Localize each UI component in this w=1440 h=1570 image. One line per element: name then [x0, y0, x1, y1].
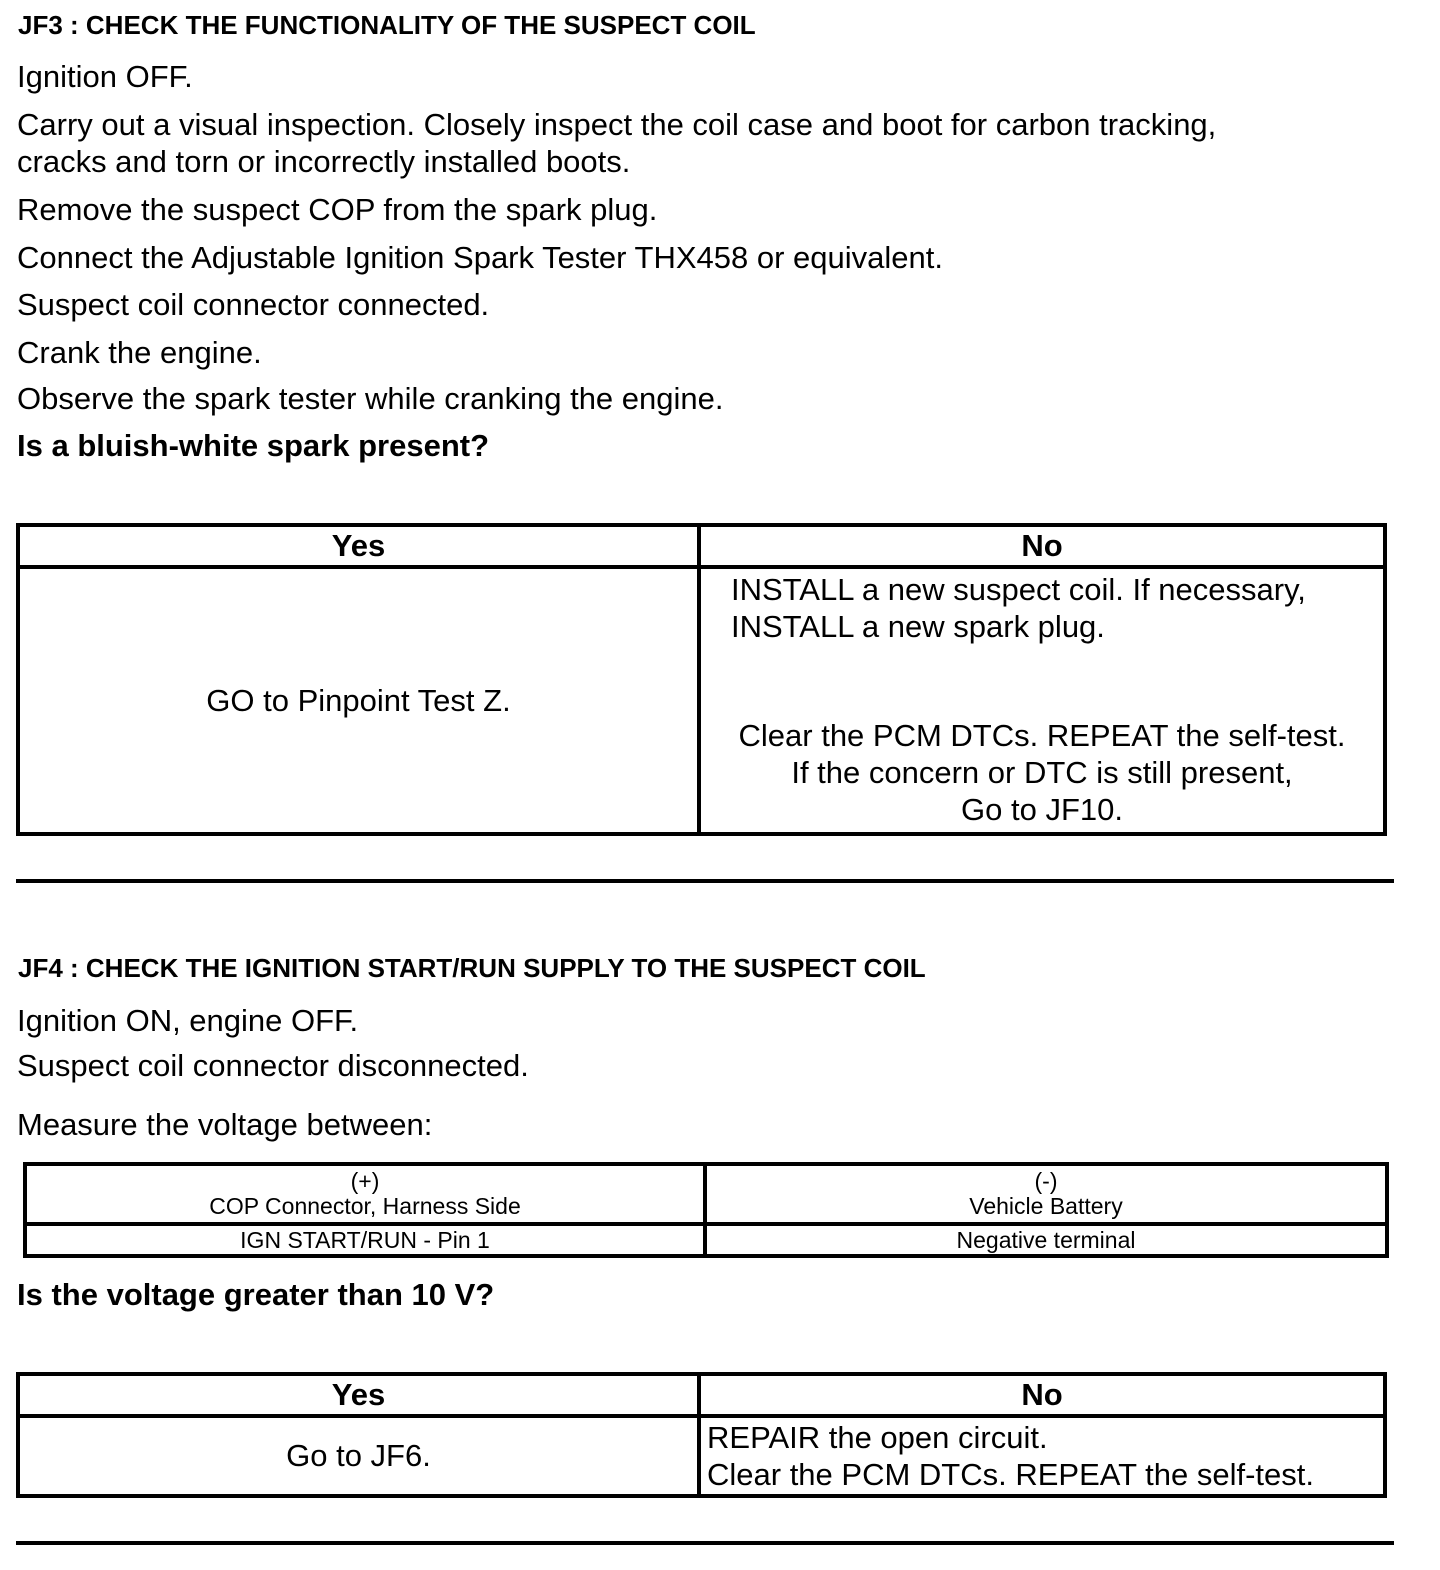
jf4-decision-table [16, 1372, 1387, 1498]
jf4-step-3: Measure the voltage between: [17, 1107, 433, 1142]
jf3-step-7: Observe the spark tester while cranking the engine. [17, 381, 724, 416]
jf4-neg-header [705, 1164, 1387, 1224]
jf3-step-5: Suspect coil connector connected. [17, 287, 490, 322]
jf3-no-line-2: INSTALL a new spark plug. [731, 609, 1105, 644]
jf4-pos-label: COP Connector, Harness Side [209, 1193, 521, 1219]
jf3-no-header: No [699, 525, 1385, 567]
jf3-no-line-5: Go to JF10. [961, 792, 1123, 827]
jf3-step-2a: Carry out a visual inspection. Closely inspect the coil case and boot for carbon tracking, [17, 107, 1217, 142]
jf4-no-header: No [699, 1374, 1385, 1416]
jf3-yes-text: GO to Pinpoint Test Z. [206, 682, 511, 718]
jf4-yes-text: Go to JF6. [286, 1438, 431, 1473]
jf4-no-line-2: Clear the PCM DTCs. REPEAT the self-test. [707, 1457, 1314, 1492]
jf4-yes-header: Yes [18, 1374, 699, 1416]
jf3-step-4: Connect the Adjustable Ignition Spark Tester THX458 or equivalent. [17, 240, 943, 275]
jf4-step-1: Ignition ON, engine OFF. [17, 1003, 359, 1038]
section-divider-1 [16, 879, 1394, 883]
jf4-pos-header [25, 1164, 705, 1224]
jf3-heading: JF3 : CHECK THE FUNCTIONALITY OF THE SUSPECT COIL [18, 10, 756, 40]
jf3-no-cell [699, 567, 1385, 834]
jf3-no-line-1: INSTALL a new suspect coil. If necessary, [731, 572, 1306, 607]
jf3-no-line-3: Clear the PCM DTCs. REPEAT the self-test. [738, 718, 1346, 753]
jf3-step-2b: cracks and torn or incorrectly installed boots. [17, 144, 631, 179]
jf4-neg-label: Vehicle Battery [969, 1193, 1123, 1219]
jf4-pos-symbol: (+) [350, 1168, 380, 1194]
jf3-question: Is a bluish-white spark present? [17, 428, 490, 463]
jf4-measurement-table [23, 1162, 1389, 1258]
jf4-no-cell [699, 1416, 1385, 1496]
jf4-yes-cell [18, 1416, 699, 1496]
jf4-no-line-1: REPAIR the open circuit. [707, 1420, 1048, 1455]
jf4-step-2: Suspect coil connector disconnected. [17, 1048, 529, 1083]
jf3-step-6: Crank the engine. [17, 335, 262, 370]
jf3-no-line-4: If the concern or DTC is still present, [791, 755, 1293, 790]
jf3-step-1: Ignition OFF. [17, 59, 193, 94]
jf3-yes-cell [18, 567, 699, 834]
jf3-yes-header: Yes [18, 525, 699, 567]
jf3-step-3: Remove the suspect COP from the spark plug. [17, 192, 658, 227]
section-divider-2 [16, 1541, 1394, 1545]
jf4-pos-value: IGN START/RUN - Pin 1 [25, 1224, 705, 1256]
jf4-question: Is the voltage greater than 10 V? [17, 1277, 495, 1312]
jf4-heading: JF4 : CHECK THE IGNITION START/RUN SUPPLY TO THE SUSPECT COIL [18, 953, 926, 983]
jf4-neg-value: Negative terminal [705, 1224, 1387, 1256]
jf3-decision-table [16, 523, 1387, 836]
jf4-neg-symbol: (-) [1034, 1168, 1058, 1194]
